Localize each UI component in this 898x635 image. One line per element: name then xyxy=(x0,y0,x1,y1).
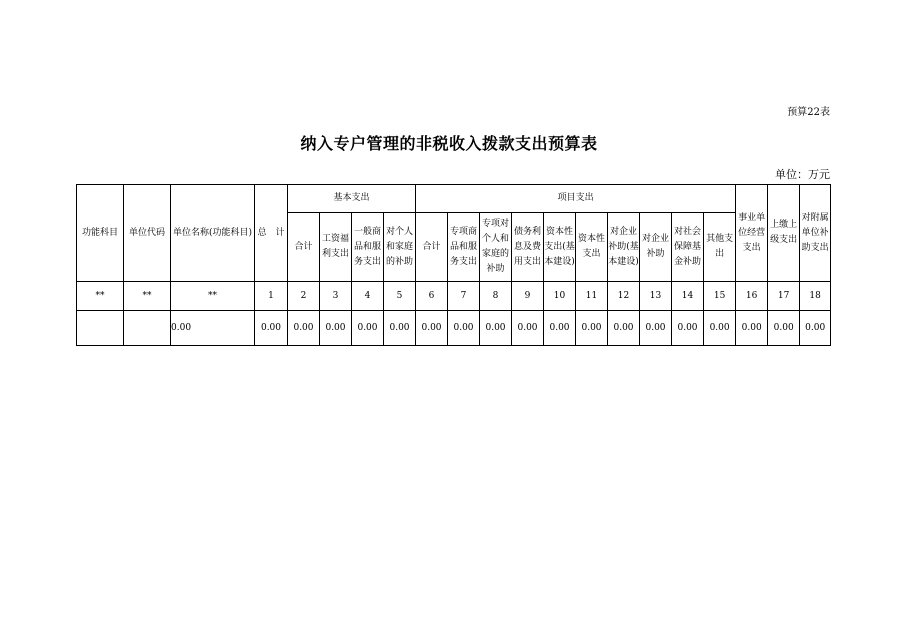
header-upper-remit: 上缴上级支出 xyxy=(768,185,800,282)
data-cell: 0.00 xyxy=(416,311,448,346)
header-unit-name: 单位名称(功能科目) xyxy=(171,185,255,282)
header-business-expense: 事业单位经营支出 xyxy=(736,185,768,282)
header-unit-code: 单位代码 xyxy=(124,185,171,282)
index-cell: 13 xyxy=(640,282,672,311)
header-project-col: 对企业补助 xyxy=(640,213,672,282)
data-cell: 0.00 xyxy=(800,311,831,346)
data-cell: 0.00 xyxy=(576,311,608,346)
header-basic-col: 工资福利支出 xyxy=(320,213,352,282)
data-cell: 0.00 xyxy=(255,311,288,346)
data-cell: 0.00 xyxy=(480,311,512,346)
data-cell: 0.00 xyxy=(768,311,800,346)
header-project-col: 其他支出 xyxy=(704,213,736,282)
data-cell: 0.00 xyxy=(352,311,384,346)
data-cell xyxy=(77,311,124,346)
index-cell: ** xyxy=(77,282,124,311)
index-cell: 12 xyxy=(608,282,640,311)
index-cell: 18 xyxy=(800,282,831,311)
data-cell: 0.00 xyxy=(320,311,352,346)
index-cell: 11 xyxy=(576,282,608,311)
header-project-col: 债务利息及费用支出 xyxy=(512,213,544,282)
header-row-1 xyxy=(77,185,831,213)
index-cell: 5 xyxy=(384,282,416,311)
data-cell xyxy=(124,311,171,346)
index-cell: 17 xyxy=(768,282,800,311)
header-project-col: 合计 xyxy=(416,213,448,282)
data-cell: 0.00 xyxy=(171,311,255,346)
header-group-project: 项目支出 xyxy=(416,185,736,213)
header-basic-col: 对个人和家庭的补助 xyxy=(384,213,416,282)
page-title: 纳入专户管理的非税收入拨款支出预算表 xyxy=(300,134,598,153)
index-cell: 3 xyxy=(320,282,352,311)
header-group-basic: 基本支出 xyxy=(288,185,416,213)
data-cell: 0.00 xyxy=(608,311,640,346)
header-project-col: 对社会保障基金补助 xyxy=(672,213,704,282)
data-cell: 0.00 xyxy=(704,311,736,346)
index-cell: 8 xyxy=(480,282,512,311)
index-cell: ** xyxy=(171,282,255,311)
index-cell: 7 xyxy=(448,282,480,311)
data-cell: 0.00 xyxy=(384,311,416,346)
index-cell: 15 xyxy=(704,282,736,311)
index-cell: 4 xyxy=(352,282,384,311)
header-project-col: 资本性支出 xyxy=(576,213,608,282)
form-code: 预算22表 xyxy=(787,107,830,118)
header-function-code: 功能科目 xyxy=(77,185,124,282)
index-cell: 16 xyxy=(736,282,768,311)
data-row xyxy=(77,311,831,346)
header-project-col: 资本性支出(基本建设) xyxy=(544,213,576,282)
header-project-col: 对企业补助(基本建设) xyxy=(608,213,640,282)
header-basic-col: 一般商品和服务支出 xyxy=(352,213,384,282)
index-row xyxy=(77,282,831,311)
data-cell: 0.00 xyxy=(448,311,480,346)
data-cell: 0.00 xyxy=(736,311,768,346)
index-cell: 1 xyxy=(255,282,288,311)
index-cell: 6 xyxy=(416,282,448,311)
header-total: 总 计 xyxy=(255,185,288,282)
index-cell: 14 xyxy=(672,282,704,311)
index-cell: ** xyxy=(124,282,171,311)
budget-table xyxy=(76,184,831,346)
data-cell: 0.00 xyxy=(512,311,544,346)
data-cell: 0.00 xyxy=(544,311,576,346)
data-cell: 0.00 xyxy=(640,311,672,346)
index-cell: 2 xyxy=(288,282,320,311)
header-project-col: 专项商品和服务支出 xyxy=(448,213,480,282)
data-cell: 0.00 xyxy=(672,311,704,346)
index-cell: 10 xyxy=(544,282,576,311)
unit-label: 单位：万元 xyxy=(775,168,830,181)
header-affiliated-subsidy: 对附属单位补助支出 xyxy=(800,185,831,282)
header-basic-col: 合计 xyxy=(288,213,320,282)
header-project-col: 专项对个人和家庭的补助 xyxy=(480,213,512,282)
data-cell: 0.00 xyxy=(288,311,320,346)
index-cell: 9 xyxy=(512,282,544,311)
